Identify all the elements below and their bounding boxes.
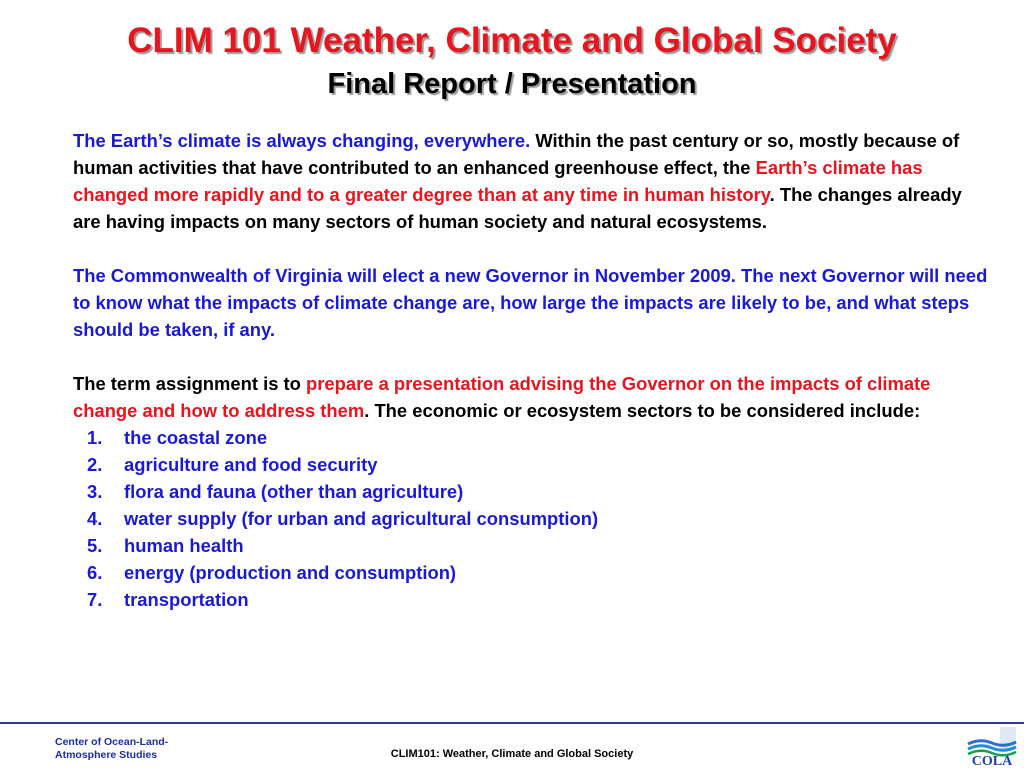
- paragraph-climate-change: [73, 127, 988, 235]
- para1-impacts: . The changes already are having impacts on many sectors of human society and natural ecosystems.: [73, 184, 962, 232]
- logo-text: COLA: [971, 754, 1013, 766]
- footer-course-title: CLIM101: Weather, Climate and Global Society: [390, 748, 634, 760]
- list-item-text: energy (production and consumption): [124, 562, 457, 583]
- list-item-text: flora and fauna (other than agriculture): [124, 481, 464, 502]
- org-line-1: Center of Ocean-Land-: [55, 736, 169, 748]
- paragraph-governor: The Commonwealth of Virginia will elect a new Governor in November 2009. The next Governor will need to know what the impacts of climate change are, how large the impacts are likely to be, and what steps should be taken, if any.: [73, 265, 988, 340]
- slide-subtitle: Final Report / Presentation: [327, 68, 697, 100]
- list-item-text: agriculture and food security: [124, 454, 378, 475]
- list-item: [73, 451, 988, 478]
- list-item-text: water supply (for urban and agricultural consumption): [124, 508, 599, 529]
- list-item-text: transportation: [124, 589, 249, 610]
- list-item-text: human health: [124, 535, 244, 556]
- list-number: 2.: [87, 454, 103, 475]
- para3-tail: . The economic or ecosystem sectors to be considered include:: [364, 400, 921, 421]
- list-item-text: the coastal zone: [124, 427, 268, 448]
- list-item: [73, 532, 988, 559]
- slide-body: [73, 127, 988, 613]
- org-line-2: Atmosphere Studies: [55, 749, 158, 761]
- list-item: [73, 424, 988, 451]
- sector-list: [73, 424, 988, 613]
- para3-lead: The term assignment is to: [73, 373, 306, 394]
- cola-logo: [966, 726, 1018, 766]
- list-item: [73, 586, 988, 613]
- slide-title: CLIM 101 Weather, Climate and Global Society: [127, 21, 897, 60]
- list-number: 5.: [87, 535, 103, 556]
- list-item: [73, 505, 988, 532]
- para1-context: Within the past century or so, mostly because of human activities that have contributed to an enhanced greenhouse effect, the: [73, 130, 960, 178]
- para1-intro: The Earth’s climate is always changing, everywhere.: [73, 130, 531, 151]
- list-number: 1.: [87, 427, 103, 448]
- list-number: 7.: [87, 589, 103, 610]
- list-number: 6.: [87, 562, 103, 583]
- para1-highlight: Earth’s climate has changed more rapidly and to a greater degree than at any time in human history: [73, 157, 923, 205]
- list-number: 3.: [87, 481, 103, 502]
- list-item: [73, 559, 988, 586]
- list-number: 4.: [87, 508, 103, 529]
- paragraph-assignment: [73, 370, 988, 424]
- list-item: [73, 478, 988, 505]
- para3-highlight: prepare a presentation advising the Governor on the impacts of climate change and how to address them: [73, 373, 931, 421]
- footer-divider: [0, 722, 1024, 724]
